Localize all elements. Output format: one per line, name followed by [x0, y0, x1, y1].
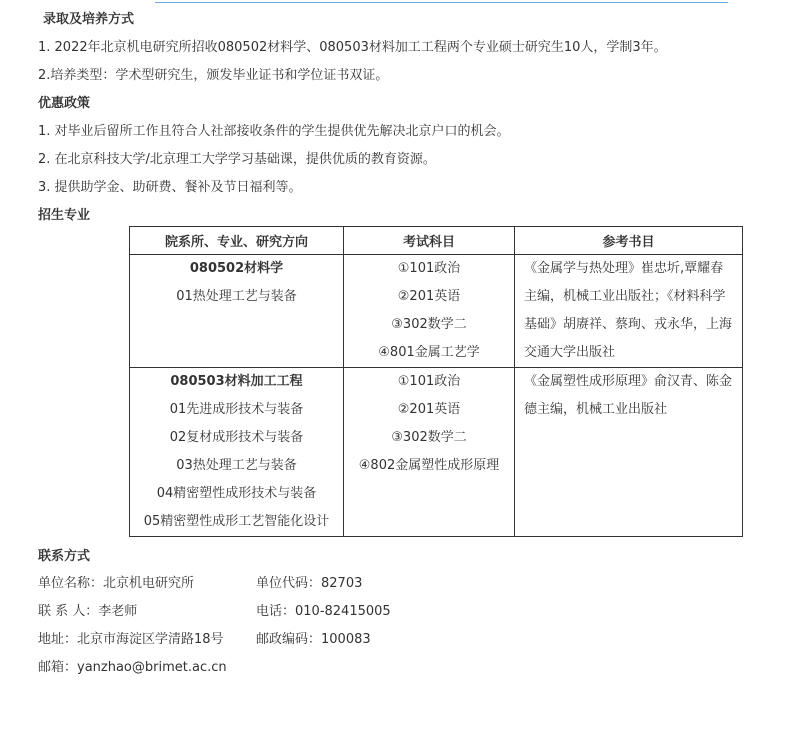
exam-subject: ③302数学二 — [391, 317, 467, 332]
major-name: 080503材料加工工程 — [170, 374, 303, 389]
address: 地址：北京市海淀区学清路18号 — [38, 632, 224, 647]
policy-line-3: 3. 提供助学金、助研费、餐补及节日福利等。 — [38, 180, 302, 195]
table-row — [130, 368, 743, 537]
major-cell — [130, 368, 344, 537]
majors-table — [129, 226, 743, 537]
exam-subject: ①101政治 — [397, 261, 461, 276]
research-direction: 02复材成形技术与装备 — [169, 430, 304, 445]
policy-line-1: 1. 对毕业后留所工作且符合人社部接收条件的学生提供优先解决北京户口的机会。 — [38, 124, 510, 139]
research-direction: 04精密塑性成形技术与装备 — [156, 486, 317, 501]
column-header: 院系所、专业、研究方向 — [130, 227, 344, 255]
contact-person: 联 系 人：李老师 — [38, 604, 138, 619]
admission-line-2: 2.培养类型：学术型研究生，颁发毕业证书和学位证书双证。 — [38, 68, 389, 83]
exam-subject: ②201英语 — [397, 289, 461, 304]
policy-line-2: 2. 在北京科技大学/北京理工大学学习基础课，提供优质的教育资源。 — [38, 152, 436, 167]
major-cell — [130, 255, 344, 368]
reference-books: 《金属塑性成形原理》俞汉青、陈金德主编，机械工业出版社 — [514, 368, 742, 537]
subjects-cell — [344, 368, 515, 537]
subjects-cell — [344, 255, 515, 368]
exam-subject: ②201英语 — [397, 402, 461, 417]
table-row — [130, 255, 743, 368]
column-header: 参考书目 — [514, 227, 742, 255]
exam-subject: ①101政治 — [397, 374, 461, 389]
major-name: 080502材料学 — [189, 261, 284, 276]
admission-line-1: 1. 2022年北京机电研究所招收080502材料学、080503材料加工工程两个专业硕士研究生10人，学制3年。 — [38, 40, 667, 55]
unit-name: 单位名称：北京机电研究所 — [38, 576, 195, 591]
research-direction: 01热处理工艺与装备 — [176, 289, 297, 304]
email: 邮箱：yanzhao@brimet.ac.cn — [38, 660, 227, 675]
exam-subject: ③302数学二 — [391, 430, 467, 445]
column-header: 考试科目 — [344, 227, 515, 255]
research-direction: 01先进成形技术与装备 — [169, 402, 304, 417]
exam-subject: ④801金属工艺学 — [378, 345, 480, 360]
table-header-row — [130, 227, 743, 255]
admission-heading: 录取及培养方式 — [43, 12, 135, 27]
reference-books: 《金属学与热处理》崔忠圻,覃耀春主编，机械工业出版社；《材料科学基础》胡赓祥、蔡珣、戎永华，上海交通大学出版社 — [514, 255, 742, 368]
top-divider — [155, 0, 728, 3]
research-direction: 05精密塑性成形工艺智能化设计 — [143, 514, 330, 529]
research-direction: 03热处理工艺与装备 — [176, 458, 297, 473]
unit-code: 单位代码：82703 — [256, 576, 363, 591]
postcode: 邮政编码：100083 — [256, 632, 371, 647]
contact-heading: 联系方式 — [38, 549, 91, 564]
policy-heading: 优惠政策 — [38, 96, 91, 111]
majors-heading: 招生专业 — [38, 208, 91, 223]
exam-subject: ④802金属塑性成形原理 — [358, 458, 500, 473]
phone: 电话：010-82415005 — [256, 604, 391, 619]
